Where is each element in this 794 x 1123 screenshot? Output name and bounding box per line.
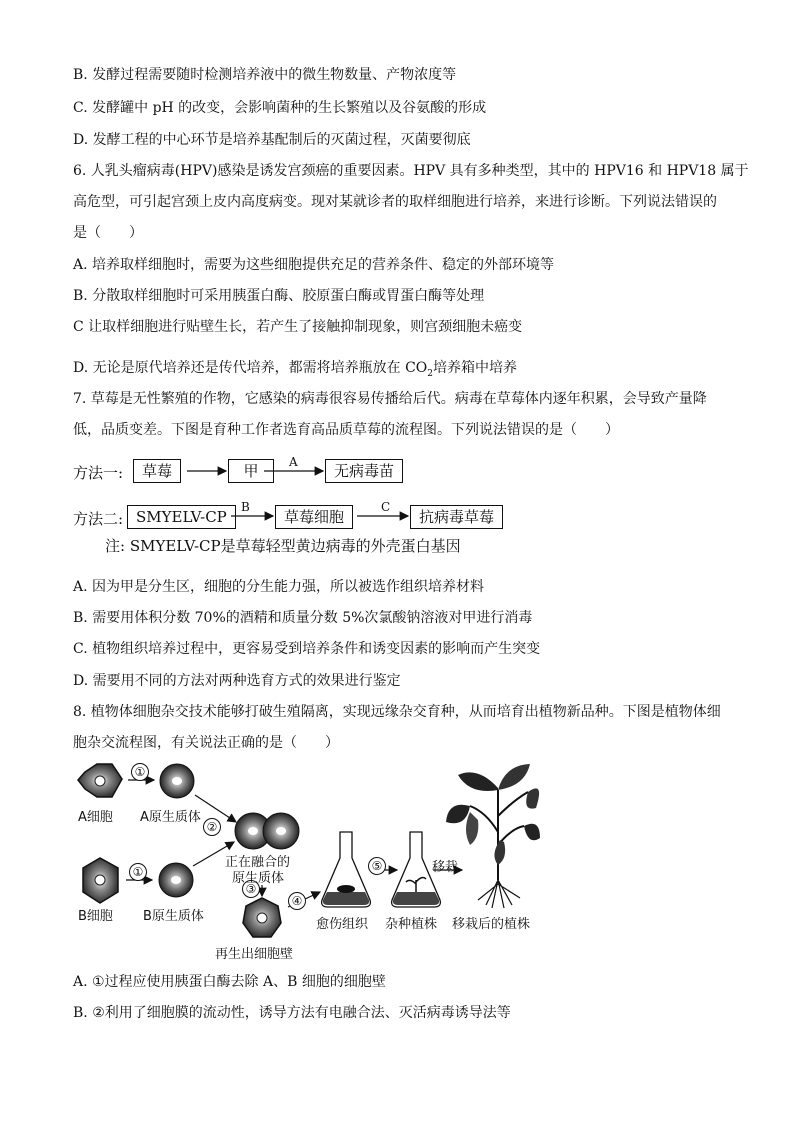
- step-4-label: ④: [288, 892, 306, 910]
- q6-option-d-text-end: 培养箱中培养: [433, 360, 517, 376]
- m1-virus-free-box: 无病毒苗: [325, 459, 403, 483]
- q5-option-d: D. 发酵工程的中心环节是培养基配制后的灭菌过程，灭菌要彻底: [73, 132, 471, 148]
- q8-stem-line2: 胞杂交流程图，有关说法正确的是（ ）: [73, 735, 339, 751]
- step-1-a-label: ①: [131, 763, 149, 781]
- callus-caption: 愈伤组织: [316, 917, 369, 932]
- q7-stem-line1: 7. 草莓是无性繁殖的作物，它感染的病毒很容易传播给后代。病毒在草莓体内逐年积累，会导致产量降: [73, 391, 707, 407]
- q6-option-c: C 让取样细胞进行贴壁生长，若产生了接触抑制现象，则宫颈细胞未癌变: [73, 319, 523, 335]
- m2-arrow-c-label: C: [381, 500, 391, 514]
- q5-option-b: B. 发酵过程需要随时检测培养液中的微生物数量、产物浓度等: [73, 67, 457, 83]
- transplanted-caption: 移栽后的植株: [452, 917, 531, 932]
- m2-cell-box: 草莓细胞: [275, 505, 353, 529]
- m2-gene-box: SMYELV-CP: [127, 505, 236, 529]
- step-3-label: ③: [242, 880, 260, 898]
- fusing-caption-2: 原生质体: [232, 871, 285, 886]
- q8-option-a: A. ①过程应使用胰蛋白酶去除 A、B 细胞的细胞壁: [73, 974, 386, 990]
- transplanted-plant-icon: [446, 764, 540, 908]
- m1-arrow-a-label: A: [289, 455, 298, 469]
- a-cell-caption: A细胞: [78, 810, 113, 825]
- m2-resistant-box: 抗病毒草莓: [410, 505, 503, 529]
- m1-jia-box: 甲: [228, 459, 274, 483]
- co2-subscript: 2: [427, 368, 433, 379]
- q7-option-d: D. 需要用不同的方法对两种选育方式的效果进行鉴定: [73, 673, 401, 689]
- q6-option-a: A. 培养取样细胞时，需要为这些细胞提供充足的营养条件、稳定的外部环境等: [73, 257, 555, 273]
- q6-stem-line1: 6. 人乳头瘤病毒(HPV)感染是诱发宫颈癌的重要因素。HPV 具有多种类型，其中的 HPV16 和 HPV18 属于: [73, 163, 749, 179]
- m2-arrow-b-label: B: [241, 500, 250, 514]
- q8-option-b: B. ②利用了细胞膜的流动性，诱导方法有电融合法、灭活病毒诱导法等: [73, 1005, 511, 1021]
- callus-flask-icon: [322, 832, 371, 907]
- q6-option-d-text: D. 无论是原代培养还是传代培养，都需将培养瓶放在 CO: [73, 360, 428, 376]
- q5-option-c: C. 发酵罐中 pH 的改变，会影响菌种的生长繁殖以及谷氨酸的形成: [73, 100, 487, 116]
- b-cell-caption: B细胞: [78, 909, 113, 924]
- step-1-b-label: ①: [129, 863, 147, 881]
- fusing-caption-1: 正在融合的: [225, 855, 291, 870]
- a-protoplast-caption: A原生质体: [140, 810, 201, 825]
- method2-label: 方法二:: [73, 510, 124, 528]
- hybrid-caption: 杂种植株: [385, 917, 438, 932]
- step-2-label: ②: [203, 818, 221, 836]
- b-protoplast-caption: B原生质体: [143, 909, 204, 924]
- q7-option-a: A. 因为甲是分生区，细胞的分生能力强，所以被选作组织培养材料: [73, 579, 485, 595]
- regenerated-caption: 再生出细胞壁: [215, 947, 294, 962]
- method1-label: 方法一:: [73, 464, 124, 482]
- q8-stem-line1: 8. 植物体细胞杂交技术能够打破生殖隔离，实现远缘杂交育种，从而培育出植物新品种。下图是植物体细: [73, 704, 721, 720]
- q6-option-b: B. 分散取样细胞时可采用胰蛋白酶、胶原蛋白酶或胃蛋白酶等处理: [73, 288, 485, 304]
- q7-stem-line2: 低，品质变差。下图是育种工作者选育高品质草莓的流程图。下列说法错误的是（ ）: [73, 422, 619, 438]
- q6-stem-line2: 高危型，可引起宫颈上皮内高度病变。现对某就诊者的取样细胞进行培养，来进行诊断。下列说法错误的: [73, 194, 717, 210]
- q7-option-b: B. 需要用体积分数 70%的酒精和质量分数 5%次氯酸钠溶液对甲进行消毒: [73, 610, 533, 626]
- q7-option-c: C. 植物组织培养过程中，更容易受到培养条件和诱变因素的影响而产生突变: [73, 641, 541, 657]
- transplant-arrow-label: 移栽: [432, 860, 459, 875]
- diagram-note: 注: SMYELV-CP是草莓轻型黄边病毒的外壳蛋白基因: [105, 537, 461, 555]
- q6-stem-line3: 是（ ）: [73, 225, 143, 241]
- m1-strawberry-box: 草莓: [133, 459, 181, 483]
- step-5-label: ⑤: [368, 857, 386, 875]
